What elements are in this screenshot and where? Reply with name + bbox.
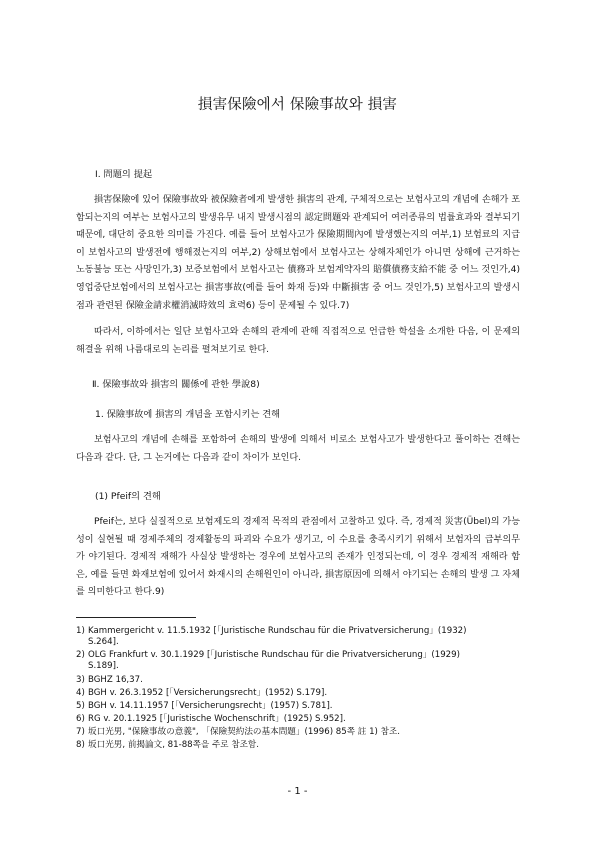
footnote: [76, 626, 520, 648]
footnote-number: 8): [76, 740, 85, 750]
footnote-separator: [76, 617, 196, 618]
footnote-number: 4): [76, 688, 85, 698]
subsection-1-heading: 1. 保險事故에 損害의 개념을 포함시키는 견해: [95, 409, 280, 420]
footnote: [76, 714, 520, 725]
footnote-text: BGHZ 16,37.: [88, 675, 143, 685]
section-1-paragraph-1: 損害保險에 있어 保險事故와 被保險者에게 발생한 損害의 관계, 구체적으로는 보험사고의 개념에 손해가 포함되는지의 여부는 보험사고의 발생유무 내지 발생시점의 認定問題와 관계되어 여러종류의 법률효과와 결부되기 때문에, 대단히 중요한 의미를 가진다. 예를 들어 보험사고가 保險期間內에 발생했는지의 여부,1) 보험료의 지급이 보험사고의 발생전에 행해졌는지의 여부,2) 상해보험에서 보험사고는 상해자체인가 아니면 상해에 근거하는 노동불능 또는 사망인가,3) 보증보험에서 보험사고는 債務과 보험계약자의 賠償債務支給不能 중 어느 것인가,4) 영업중단보험에서의 보험사고는 損害事故(예를 들어 화재 등)와 中斷損害 중 어느 것인가,5) 보험사고의 발생시점과 관련된 保險金請求權消滅時效의 효력6) 등이 문제될 수 있다.7): [76, 195, 520, 311]
subsection-2-paragraph: Pfeif는, 보다 실질적으로 보험제도의 경제적 목적의 관점에서 고찰하고 있다. 즉, 경제적 災害(Übel)의 가능성이 실현될 때 경제주체의 경제활동의 파괴와 수요가 생기고, 이 수요를 충족시키기 위해서 보험자의 급부의무가 야기된다. 경제적 재해가 사실상 발생하는 경우에 보험사고의 존재가 인정되는데, 이 경우 경제적 재해라 함은, 예를 들면 화재보험에 있어서 화재시의 손해원인이 아니라, 損害原因에 의해서 야기되는 손해의 발생 그 자체를 의미한다고 한다.9): [76, 517, 520, 598]
page-number: - 1 -: [287, 786, 308, 797]
footnote-number: 2): [76, 650, 85, 660]
footnote-number: 5): [76, 701, 85, 711]
footnote-number: 1): [76, 626, 85, 636]
section-1-heading: Ⅰ. 問題의 提起: [95, 169, 153, 180]
paper-title: 損害保險에서 保險事故와 損害: [197, 97, 398, 113]
footnote-text: BGH v. 26.3.1952 [「Versicherungsrecht」(1952) S.179].: [88, 688, 328, 698]
footnote: [76, 688, 520, 699]
footnote-text: RG v. 20.1.1925 [「Juristische Wochenschrift」(1925) S.952].: [88, 714, 346, 724]
section-1-paragraph-2: 따라서, 이하에서는 일단 보험사고와 손해의 관계에 관해 직접적으로 언급한 학설을 소개한 다음, 이 문제의 해결을 위해 나름대로의 논리를 펼쳐보기로 한다.: [76, 327, 520, 355]
footnote-number: 3): [76, 675, 85, 685]
footnote-text: OLG Frankfurt v. 30.1.1929 [「Juristische Rundschau für die Privatversicherung」(1929): [88, 650, 460, 660]
footnote-number: 6): [76, 714, 85, 724]
footnote-text: 坂口光男, 前揭論文, 81-88쪽을 주로 참조함.: [88, 740, 259, 750]
footnote-text: BGH v. 14.11.1957 [「Versicherungsrecht」(1957) S.781].: [88, 701, 333, 711]
section-2-heading: Ⅱ. 保險事故와 損害의 關係에 관한 學說8): [92, 379, 260, 390]
footnote-text: Kammergericht v. 11.5.1932 [「Juristische Rundschau für die Privatversicherung」(1932): [88, 626, 467, 636]
footnote-number: 7): [76, 727, 85, 737]
footnote-text-continued: S.264].: [88, 637, 119, 648]
footnote-text-continued: S.189].: [88, 661, 119, 672]
subsection-2-heading: (1) Pfeif의 견해: [95, 491, 161, 502]
footnote: [76, 675, 520, 686]
footnote: [76, 740, 520, 751]
footnote: [76, 727, 520, 738]
footnote: [76, 701, 520, 712]
footnote: [76, 650, 520, 672]
footnote-text: 坂口光男, "保險事故の意義", 「保險契約法の基本問題」(1996) 85쪽 註 1) 참조.: [88, 727, 400, 737]
subsection-1-paragraph: 보험사고의 개념에 손해를 포함하여 손해의 발생에 의해서 비로소 보험사고가 발생한다고 풀이하는 견해는 다음과 같다. 단, 그 논거에는 다음과 같이 차이가 보인다.: [76, 435, 520, 463]
